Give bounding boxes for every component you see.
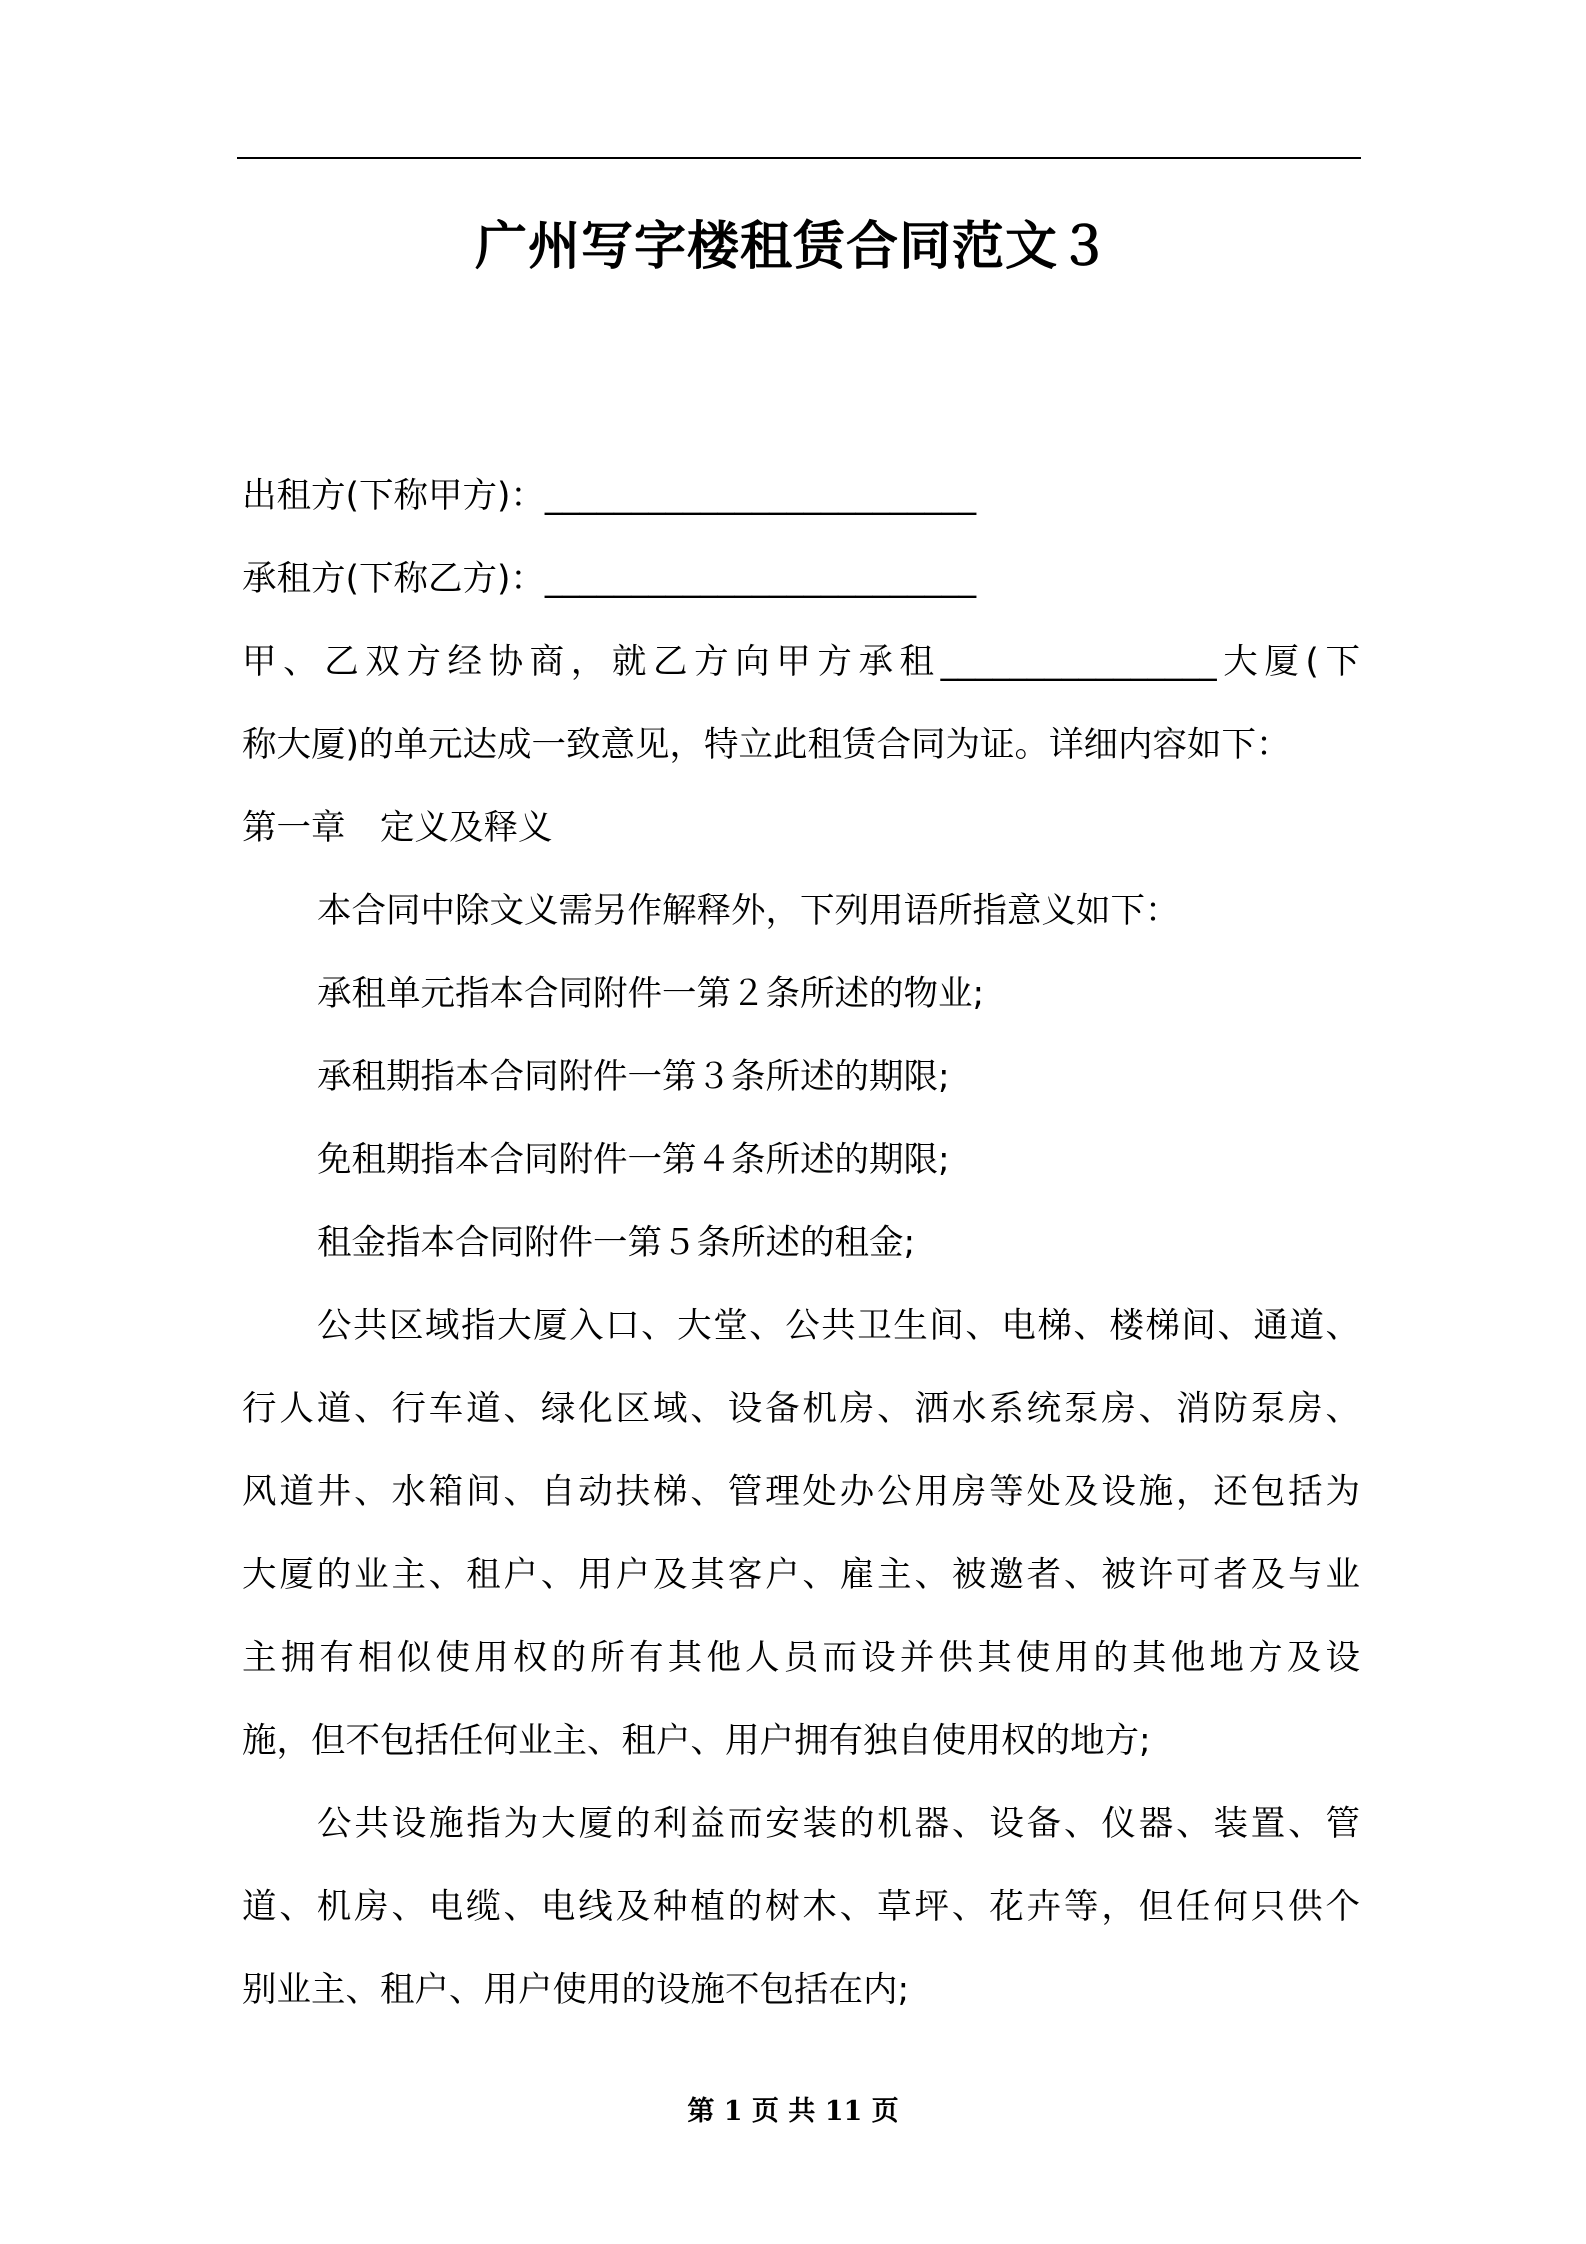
definition-rent: 租金指本合同附件一第５条所述的租金; — [317, 1223, 916, 1263]
chapter-heading: 第一章 定义及释义 — [242, 808, 553, 848]
definition-rent-free-period: 免租期指本合同附件一第４条所述的期限; — [317, 1140, 950, 1180]
lessee-line: 承租方(下称乙方)：_________________________ — [242, 559, 977, 599]
public-area-line-3: 风道井、水箱间、自动扶梯、管理处办公用房等处及设施，还包括为 — [242, 1472, 1360, 1512]
intro-line-2: 称大厦)的单元达成一致意见，特立此租赁合同为证。详细内容如下： — [242, 725, 1291, 765]
public-area-line-6: 施，但不包括任何业主、租户、用户拥有独自使用权的地方; — [242, 1721, 1151, 1761]
public-area-line-4: 大厦的业主、租户、用户及其客户、雇主、被邀者、被许可者及与业 — [242, 1555, 1360, 1595]
page-number: 第 1 页 共 11 页 — [687, 2096, 899, 2127]
public-area-line-2: 行人道、行车道、绿化区域、设备机房、洒水系统泵房、消防泵房、 — [242, 1389, 1360, 1429]
public-facilities-line-2: 道、机房、电缆、电线及种植的树木、草坪、花卉等，但任何只供个 — [242, 1887, 1360, 1927]
definition-lease-term: 承租期指本合同附件一第３条所述的期限; — [317, 1057, 950, 1097]
intro-line-1: 甲、乙双方经协商，就乙方向甲方承租________________大厦(下 — [242, 642, 1360, 682]
definition-leased-unit: 承租单元指本合同附件一第２条所述的物业; — [317, 974, 985, 1014]
public-area-line-1: 公共区域指大厦入口、大堂、公共卫生间、电梯、楼梯间、通道、 — [317, 1306, 1360, 1346]
document-title: 广州写字楼租赁合同范文３ — [474, 217, 1111, 277]
public-area-line-5: 主拥有相似使用权的所有其他人员而设并供其使用的其他地方及设 — [242, 1638, 1360, 1678]
document-body — [242, 455, 1360, 2032]
public-facilities-line-3: 别业主、租户、用户使用的设施不包括在内; — [242, 1970, 910, 2010]
public-facilities-line-1: 公共设施指为大厦的利益而安装的机器、设备、仪器、装置、管 — [317, 1804, 1360, 1844]
definitions-intro: 本合同中除文义需另作解释外，下列用语所指意义如下： — [317, 891, 1180, 931]
header-rule — [237, 157, 1361, 159]
lessor-line: 出租方(下称甲方)：_________________________ — [242, 476, 977, 516]
